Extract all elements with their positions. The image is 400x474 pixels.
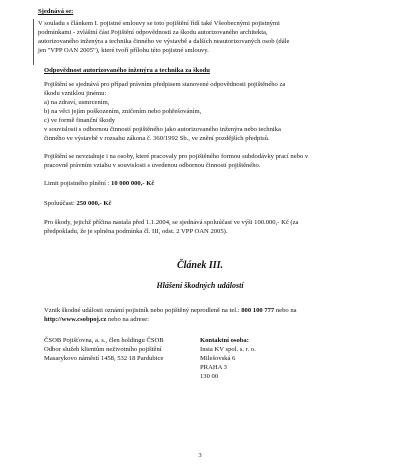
phone-number: 800 100 777 xyxy=(241,307,275,314)
paragraph-line: škodu vzniklou jinému: xyxy=(44,90,107,97)
section-heading-odpovednost: Odpovědnost autorizovaného inženýra a technika za škodu xyxy=(44,67,210,74)
limit-value: 10 000 000,- Kč xyxy=(111,180,155,187)
section-heading-sjednava: Sjednává se: xyxy=(38,8,74,15)
paragraph-line: v souvislosti s odbornou činností pojištěného jako autorizovaného inženýra nebo technika xyxy=(44,126,281,133)
paragraph-line: Pro škody, jejichž příčina nastala před 1.1.2004, se sjednává spoluúčast ve výši 100.000,- Kč (za xyxy=(44,219,299,226)
limit-line xyxy=(44,180,154,189)
article-subtitle: Hlášení škodných událostí xyxy=(156,281,244,290)
contact-line: PRAHA 3 xyxy=(200,364,227,371)
contact-label: Kontaktní osoba: xyxy=(200,337,249,344)
paragraph-line: Pojištění se sjednává pro případ právním předpisem stanovené odpovědnosti pojištěného za xyxy=(44,81,286,88)
list-item: b) na věci jejím poškozením, zničením nebo pohřešováním, xyxy=(44,108,202,115)
report-text: Vznik škodné události oznámí pojistník nebo pojištěný neprodleně na tel.: xyxy=(44,307,242,314)
paragraph-line: předpokladu, že je splněna podmínka čl. III, odst. 2 VPP OAN 2005). xyxy=(44,228,228,235)
paragraph-line: činného ve výstavbě v rozsahu zákona č. 360/1992 Sb., ve znění pozdějších předpisů. xyxy=(44,135,270,142)
paragraph-line: pracovně právním vztahu v souvislosti s uvedenou odbornou činností pojištěného. xyxy=(44,162,261,169)
limit-label: Limit pojistného plnění : xyxy=(44,180,110,187)
paragraph-line: jen "VPP OAN 2005"), které tvoří přílohu této pojistné smlouvy. xyxy=(38,47,209,54)
web-link[interactable]: http://www.csobpoj.cz xyxy=(44,316,107,323)
spoluucast-label: Spoluúčast: xyxy=(44,200,75,207)
address-line: ČSOB Pojišťovna, a. s., člen holdingu ČSOB xyxy=(44,337,164,344)
paragraph-line: Pojištění se nevztahuje i na osoby, které pracovaly pro pojištěného formou subdodávky prací nebo v xyxy=(44,153,309,160)
page-number: 3 xyxy=(198,452,202,459)
margin-rule xyxy=(33,19,34,65)
contact-line: 130 00 xyxy=(200,373,219,380)
spoluucast-value: 250 000,- Kč xyxy=(76,200,112,207)
contact-line: Milešovská 6 xyxy=(200,355,236,362)
report-text: nebo na xyxy=(274,307,297,314)
paragraph-line: V souladu s článkem I. pojistné smlouvy se toto pojištění řídí také Všeobecnými pojistnými xyxy=(38,20,280,27)
report-line xyxy=(44,307,297,316)
report-text: nebo na adrese: xyxy=(106,316,149,323)
spoluucast-line xyxy=(44,200,111,209)
contact-line: Insia KV spol. s. r. o. xyxy=(200,346,256,353)
list-item: c) ve formě finanční škody xyxy=(44,117,116,124)
report-line xyxy=(44,316,149,325)
list-item: a) na zdraví, usmrcením, xyxy=(44,99,110,106)
paragraph-line: autorizovaného inženýra a technika činného ve výstavbě a dalších neautorizovaných osob (dále xyxy=(38,38,290,45)
paragraph-line: podmínkami - zvláštní část Pojištění odpovědnosti za škodu autorizovaného architekta, xyxy=(38,29,268,36)
address-line: Odbor služeb klientům neživotního pojištění xyxy=(44,346,162,353)
address-line: Masarykovo náměstí 1458, 532 18 Pardubice xyxy=(44,355,164,362)
article-title: Článek III. xyxy=(176,260,224,271)
